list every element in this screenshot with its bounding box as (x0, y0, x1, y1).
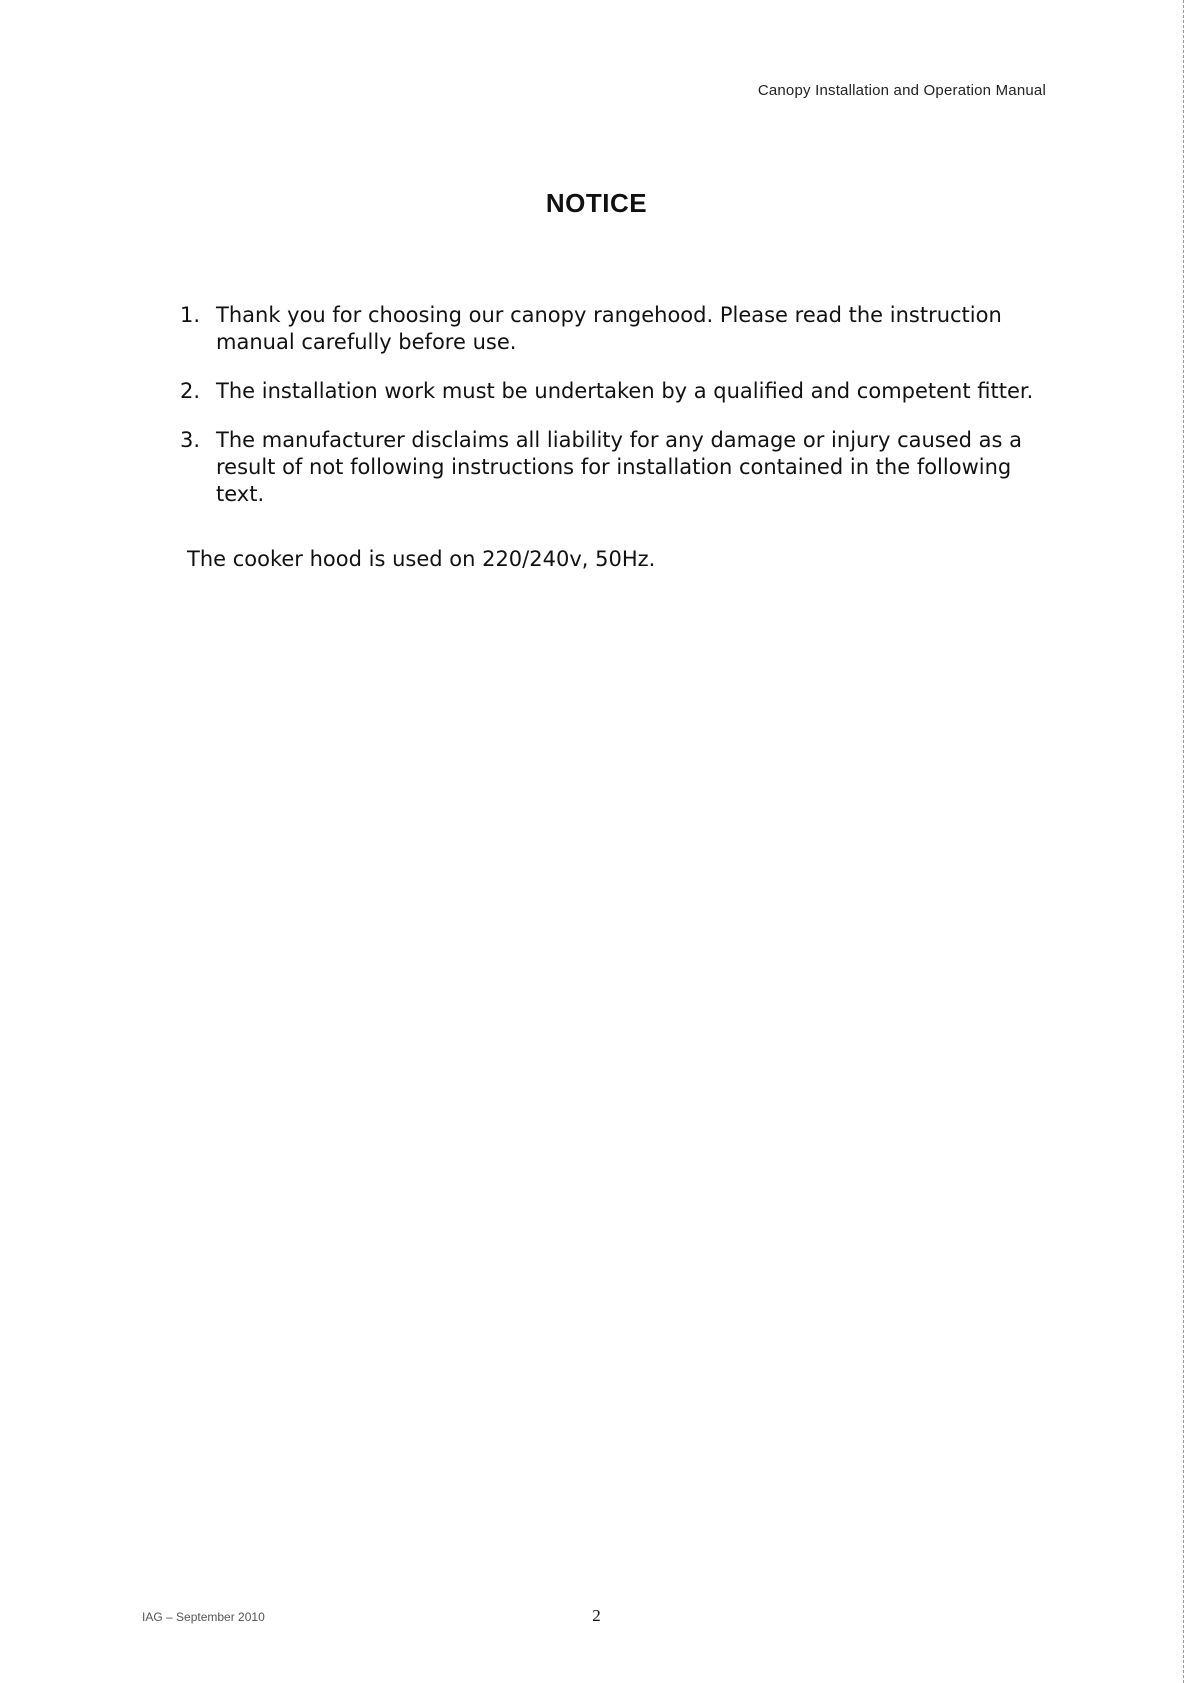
notice-item-number: 2. (180, 379, 201, 403)
notice-item-number: 3. (180, 428, 201, 452)
page-edge-scan-line (1183, 0, 1185, 1683)
notice-item (168, 427, 1048, 508)
notice-item (168, 302, 1048, 356)
notice-item-number: 1. (180, 303, 201, 327)
notice-item-text: Thank you for choosing our canopy rangehood. Please read the instruction manual carefully before use. (216, 303, 1002, 354)
notice-item-text: The installation work must be undertaken by a qualified and competent fitter. (216, 379, 1034, 403)
footer-document-date: IAG – September 2010 (142, 1610, 265, 1624)
voltage-statement: The cooker hood is used on 220/240v, 50Hz. (187, 547, 656, 571)
running-header-title: Canopy Installation and Operation Manual (757, 82, 1046, 99)
notice-heading: NOTICE (545, 188, 648, 218)
notice-item (168, 378, 1048, 405)
notice-item-text: The manufacturer disclaims all liability for any damage or injury caused as a result of not following instructions for installation contained in the following text. (216, 428, 1023, 506)
notice-list (168, 302, 1048, 508)
page-number: 2 (592, 1606, 601, 1625)
